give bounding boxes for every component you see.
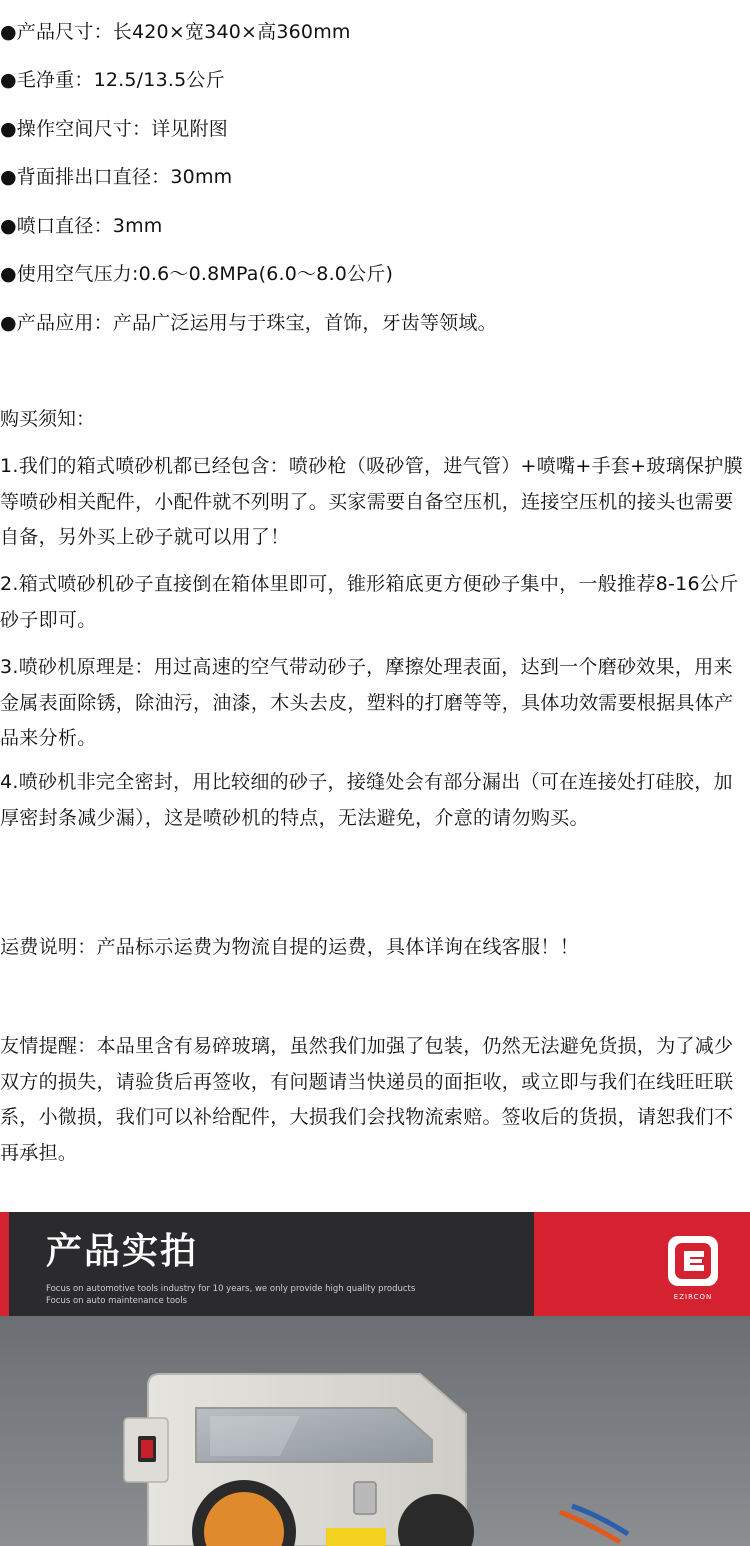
notice-item-4: 4.喷砂机非完全密封，用比较细的砂子，接缝处会有部分漏出（可在连接处打硅胶，加厚密封条减少漏），这是喷砂机的特点，无法避免，介意的请勿购买。 (0, 771, 733, 829)
product-photo-banner (0, 1212, 750, 1316)
notice-item-1: 1.我们的箱式喷砂机都已经包含：喷砂枪（吸砂管，进气管）+喷嘴+手套+玻璃保护膜等喷砂相关配件，小配件就不列明了。买家需要自备空压机，连接空压机的接头也需要自备，另外买上砂子就可以用了！ (0, 455, 743, 548)
spec-air-pressure: ●使用空气压力:0.6～0.8MPa(6.0～8.0公斤) (0, 263, 394, 285)
banner-red-accent-left (0, 1212, 9, 1316)
shipping-note: 运费说明：产品标示运费为物流自提的运费，具体详询在线客服！！ (0, 936, 580, 958)
spec-application: ●产品应用：产品广泛运用与于珠宝，首饰，牙齿等领域。 (0, 312, 497, 334)
brand-logo-icon (664, 1232, 722, 1290)
spec-size: ●产品尺寸：长420×宽340×高360mm (0, 21, 351, 43)
spec-weight: ●毛净重：12.5/13.5公斤 (0, 69, 225, 91)
brand-logo-text: EZIRCON (673, 1293, 713, 1301)
banner-title: 产品实拍 (46, 1231, 199, 1272)
spec-outlet-diameter: ●背面排出口直径：30mm (0, 166, 233, 188)
notice-item-2: 2.箱式喷砂机砂子直接倒在箱体里即可，锥形箱底更方便砂子集中，一般推荐8-16公斤砂子即可。 (0, 573, 739, 631)
purchase-notice-heading: 购买须知： (0, 408, 96, 430)
spec-nozzle-diameter: ●喷口直径：3mm (0, 215, 163, 237)
sandblaster-product-photo (0, 1316, 750, 1546)
product-photo-section (0, 1212, 750, 1546)
banner-subtitle-2: Focus on auto maintenance tools (46, 1296, 188, 1306)
spec-workspace: ●操作空间尺寸：详见附图 (0, 118, 228, 140)
notice-item-3: 3.喷砂机原理是：用过高速的空气带动砂子，摩擦处理表面，达到一个磨砂效果，用来金属表面除锈，除油污，油漆，木头去皮，塑料的打磨等等，具体功效需要根据具体产品来分析。 (0, 656, 734, 749)
friendly-reminder: 友情提醒：本品里含有易碎玻璃，虽然我们加强了包装，仍然无法避免货损，为了减少双方的损失，请验货后再签收，有问题请当快递员的面拒收，或立即与我们在线旺旺联系，小微损，我们可以补给配件，大损我们会找物流索赔。签收后的货损，请恕我们不再承担。 (0, 1035, 734, 1164)
brand-logo (664, 1232, 722, 1304)
banner-subtitle-1: Focus on automotive tools industry for 10 years, we only provide high quality products (46, 1284, 416, 1294)
